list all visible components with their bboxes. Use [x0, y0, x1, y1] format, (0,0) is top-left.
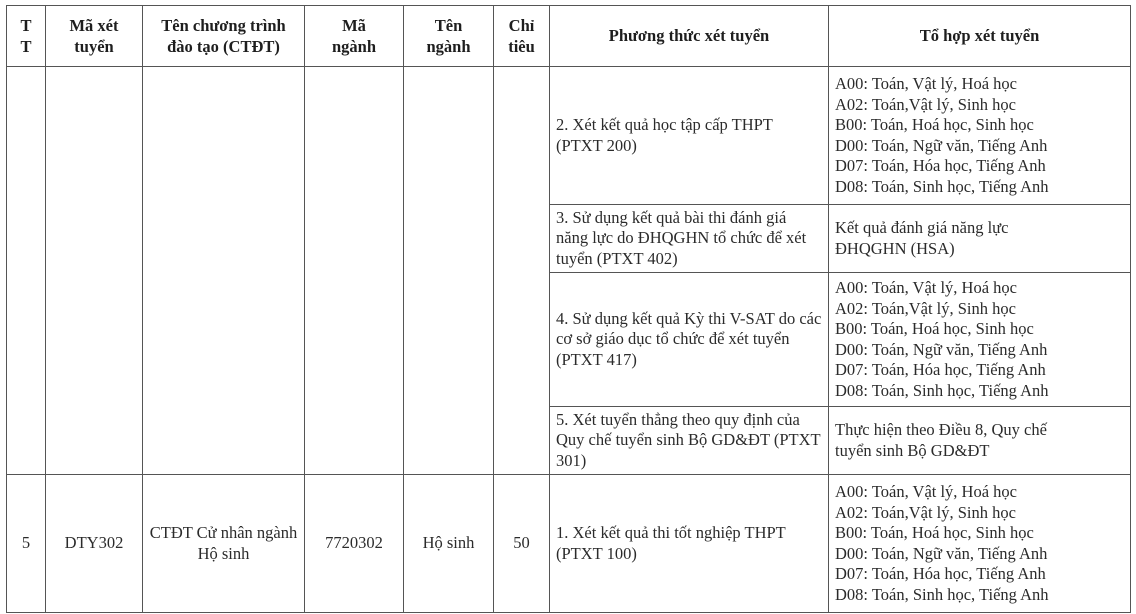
header-admission-code: Mã xét tuyển — [46, 6, 143, 67]
combo-line: tuyển sinh Bộ GD&ĐT — [835, 440, 990, 460]
combo-line: A00: Toán, Vật lý, Hoá học — [835, 278, 1017, 297]
combo-cell — [829, 273, 1131, 407]
combo-line: D07: Toán, Hóa học, Tiếng Anh — [835, 156, 1046, 175]
combo-line: D00: Toán, Ngữ văn, Tiếng Anh — [835, 339, 1048, 359]
combo-line: B00: Toán, Hoá học, Sinh học — [835, 523, 1034, 542]
combo-line: A02: Toán,Vật lý, Sinh học — [835, 298, 1016, 318]
combo-cell — [829, 407, 1131, 475]
method-cell: 5. Xét tuyển thẳng theo quy định của Quy chế tuyển sinh Bộ GD&ĐT (PTXT 301) — [550, 407, 829, 475]
header-major-name: Tên ngành — [404, 6, 494, 67]
cell-code-empty — [46, 67, 143, 475]
method-cell: 4. Sử dụng kết quả Kỳ thi V-SAT do các cơ sở giáo dục tổ chức để xét tuyển (PTXT 417) — [550, 273, 829, 407]
table-row — [7, 67, 1131, 205]
cell-admission-code: DTY302 — [46, 475, 143, 613]
header-admission-method: Phương thức xét tuyển — [550, 6, 829, 67]
cell-program-empty — [143, 67, 305, 475]
cell-major-code: 7720302 — [305, 475, 404, 613]
combo-line: A02: Toán,Vật lý, Sinh học — [835, 502, 1016, 522]
cell-tt: 5 — [7, 475, 46, 613]
cell-quota: 50 — [494, 475, 550, 613]
cell-major-name-empty — [404, 67, 494, 475]
header-tt: T T — [7, 6, 46, 67]
combo-cell — [829, 475, 1131, 613]
cell-major-name: Hộ sinh — [404, 475, 494, 613]
combo-line: ĐHQGHN (HSA) — [835, 238, 955, 258]
combo-line: D07: Toán, Hóa học, Tiếng Anh — [835, 564, 1046, 583]
method-cell: 2. Xét kết quả học tập cấp THPT (PTXT 200) — [550, 67, 829, 205]
combo-line: D07: Toán, Hóa học, Tiếng Anh — [835, 360, 1046, 379]
combo-line: A00: Toán, Vật lý, Hoá học — [835, 482, 1017, 501]
header-subject-combination: Tổ hợp xét tuyển — [829, 6, 1131, 67]
combo-line: D08: Toán, Sinh học, Tiếng Anh — [835, 176, 1049, 196]
combo-line: D08: Toán, Sinh học, Tiếng Anh — [835, 380, 1049, 400]
combo-line: D08: Toán, Sinh học, Tiếng Anh — [835, 584, 1049, 604]
combo-line: D00: Toán, Ngữ văn, Tiếng Anh — [835, 135, 1048, 155]
header-row — [7, 6, 1131, 67]
combo-line: A02: Toán,Vật lý, Sinh học — [835, 94, 1016, 114]
combo-line: B00: Toán, Hoá học, Sinh học — [835, 319, 1034, 338]
header-quota: Chỉ tiêu — [494, 6, 550, 67]
combo-line: Kết quả đánh giá năng lực — [835, 218, 1009, 237]
cell-tt-empty — [7, 67, 46, 475]
cell-quota-empty — [494, 67, 550, 475]
table-row — [7, 475, 1131, 613]
combo-cell — [829, 67, 1131, 205]
combo-line: B00: Toán, Hoá học, Sinh học — [835, 115, 1034, 134]
admission-table — [6, 5, 1131, 613]
combo-cell — [829, 205, 1131, 273]
cell-program-name: CTĐT Cử nhân ngành Hộ sinh — [143, 475, 305, 613]
method-cell: 1. Xét kết quả thi tốt nghiệp THPT (PTXT 100) — [550, 475, 829, 613]
combo-line: D00: Toán, Ngữ văn, Tiếng Anh — [835, 543, 1048, 563]
cell-major-code-empty — [305, 67, 404, 475]
method-cell: 3. Sử dụng kết quả bài thi đánh giá năng lực do ĐHQGHN tổ chức để xét tuyển (PTXT 402) — [550, 205, 829, 273]
header-program-name: Tên chương trình đào tạo (CTĐT) — [143, 6, 305, 67]
header-major-code: Mã ngành — [305, 6, 404, 67]
combo-line: Thực hiện theo Điều 8, Quy chế — [835, 420, 1047, 439]
combo-line: A00: Toán, Vật lý, Hoá học — [835, 74, 1017, 93]
